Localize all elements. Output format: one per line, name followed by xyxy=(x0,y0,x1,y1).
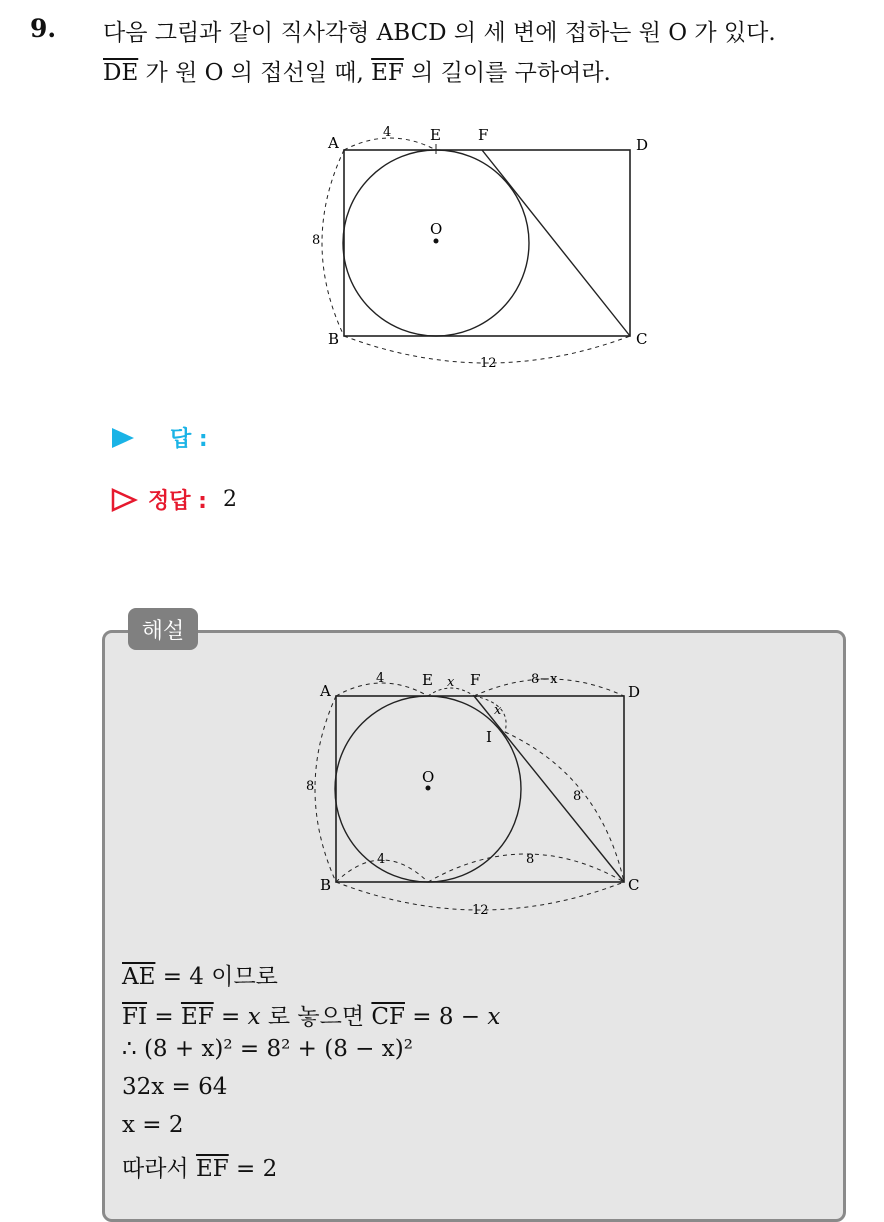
figure-1 xyxy=(300,120,660,380)
point-c-2: C xyxy=(628,876,640,894)
segment-de: $\overline{DE}$ xyxy=(103,60,139,86)
solution-tag: 해설 xyxy=(128,608,198,650)
question-line-2-end: 의 길이를 구하여라. xyxy=(403,60,611,86)
label-c8: 8 xyxy=(526,852,535,867)
label-ae-2: 4 xyxy=(376,671,385,686)
question-line-2 xyxy=(103,54,611,87)
label-bc-2: 12 xyxy=(472,903,489,918)
point-b-2: B xyxy=(320,876,332,894)
solution-line-3: ∴ (8 + x)² = 8² + (8 − x)² xyxy=(122,1036,413,1062)
solution-line-1-rest: = 4 이므로 xyxy=(155,964,278,990)
solution-line-4: 32x = 64 xyxy=(122,1074,228,1100)
var-x-2: x xyxy=(487,1004,501,1030)
answer-row xyxy=(110,422,208,453)
label-ic: 8 xyxy=(573,789,582,804)
segment-ae: $\overline{AE}$ xyxy=(122,964,156,990)
question-line-1: 다음 그림과 같이 직사각형 ABCD 의 세 변에 접하는 원 O 가 있다. xyxy=(103,20,776,46)
point-d: D xyxy=(636,136,649,154)
solution-line-5: x = 2 xyxy=(122,1112,184,1138)
label-ae: 4 xyxy=(383,125,392,140)
eq-1: = xyxy=(147,1004,181,1030)
correct-answer-label: 정답 : xyxy=(148,489,207,514)
tangent-fc xyxy=(482,150,630,336)
label-ef: x xyxy=(447,675,455,690)
segment-ef-2: $\overline{EF}$ xyxy=(180,1004,214,1030)
segment-ef-3: $\overline{EF}$ xyxy=(195,1156,229,1182)
label-bc: 12 xyxy=(480,356,497,371)
var-x: x xyxy=(247,1004,261,1030)
solution-line-1 xyxy=(122,958,278,991)
label-fi: x xyxy=(494,703,502,718)
label-ab: 8 xyxy=(312,233,321,248)
solution-line-6 xyxy=(122,1150,277,1183)
point-d-2: D xyxy=(628,683,641,701)
solution-line-2 xyxy=(122,998,500,1031)
segment-fi: $\overline{FI}$ xyxy=(122,1004,148,1030)
point-f-2: F xyxy=(470,671,481,689)
answer-label: 답 : xyxy=(170,427,208,452)
let-text: 로 놓으면 xyxy=(260,1004,372,1030)
dashed-arc-ab xyxy=(322,150,344,336)
segment-ef: $\overline{EF}$ xyxy=(371,60,404,86)
point-e-2: E xyxy=(422,671,433,689)
play-icon xyxy=(110,426,136,450)
arc-ab xyxy=(315,696,336,882)
point-f: F xyxy=(478,126,489,144)
therefore-text: 따라서 xyxy=(122,1156,196,1182)
point-a-2: A xyxy=(320,682,331,700)
center-dot xyxy=(434,239,439,244)
point-e: E xyxy=(430,126,441,144)
point-i: I xyxy=(486,728,492,746)
play-outline-icon xyxy=(110,487,138,513)
correct-answer-row xyxy=(110,484,237,515)
eq-3: = 8 − xyxy=(404,1004,488,1030)
figure-2 xyxy=(300,666,650,928)
point-c: C xyxy=(636,330,648,348)
correct-answer-value: 2 xyxy=(222,487,237,512)
center-dot-2 xyxy=(426,786,431,791)
label-ab-2: 8 xyxy=(306,779,315,794)
question-number: 9. xyxy=(30,14,57,43)
point-o-2: O xyxy=(422,768,435,786)
label-b4: 4 xyxy=(377,852,386,867)
point-b: B xyxy=(328,330,340,348)
question-line-2-mid: 가 원 O 의 접선일 때, xyxy=(138,60,372,86)
point-a: A xyxy=(328,134,339,152)
rectangle-abcd xyxy=(344,150,630,336)
label-fd: 8−x xyxy=(531,672,558,687)
eq-2: = xyxy=(213,1004,248,1030)
point-o: O xyxy=(430,220,443,238)
result-text: = 2 xyxy=(228,1156,278,1182)
tangent-fc-2 xyxy=(474,696,624,882)
segment-cf: $\overline{CF}$ xyxy=(371,1004,405,1030)
